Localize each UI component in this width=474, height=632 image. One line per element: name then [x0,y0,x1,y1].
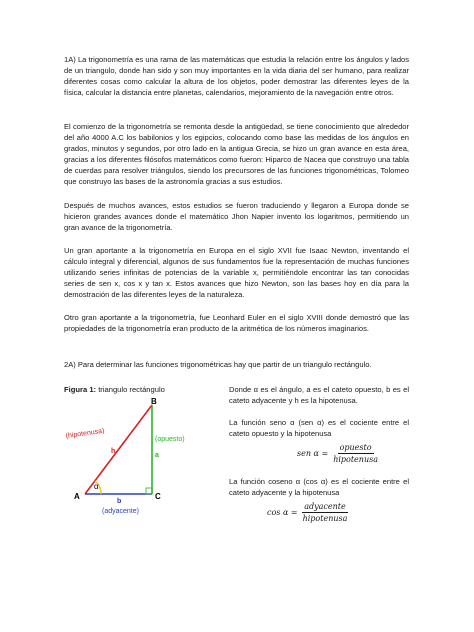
angle-alpha-label: α [94,482,99,491]
sine-lhs: sen α = [297,449,329,458]
right-angle-marker [146,488,152,494]
cosine-denominator: hipotenusa [302,514,348,523]
figure-caption-text: triangulo rectángulo [96,385,165,394]
paragraph-euler: Otro gran aportante a la trigonometría, fue Leonhard Euler en el siglo XVIII donde demostró que las propiedades de la trigonometría eran producto de la aritmética de los números imaginarios. [64,313,409,334]
cosine-lhs: cos α = [267,508,298,517]
cosine-formula [267,502,349,523]
sine-fraction [331,443,380,464]
paragraph-intro: 1A) La trigonometría es una rama de las matemáticas que estudia la relación entre los ángulos y lados de un triangulo, donde han sido y son muy importantes en la vida diaria del ser humano, para realizar diferentes cosas como calcular la altura de los objetos, poder demostrar las diferentes leyes de la física, calcular la distancia entre planetas, calendarios, mejoramiento de la navegación entre otros. [64,55,409,98]
sine-description: La función seno α (sen α) es el cociente entre el cateto opuesto y la hipotenusa [229,418,409,439]
cosine-fraction [301,502,350,523]
section-2-heading: 2A) Para determinar las funciones trigonométricas hay que partir de un triangulo rectángulo. [64,360,372,369]
definition-text: Donde α es el ángulo, a es el cateto opuesto, b es el cateto adyacente y h es la hipotenusa. [229,385,409,406]
side-b-label: b [117,498,122,505]
sine-formula [297,443,380,464]
cosine-description: La función coseno α (cos α) es el cociente entre el cateto adyacente y la hipotenusa [229,477,409,498]
adyacente-label: (adyacente) [102,508,139,515]
hypotenuse-side [85,405,152,494]
hipotenusa-label: (hipotenusa) [65,427,105,440]
paragraph-newton: Un gran aportante a la trigonometría en Europa en el siglo XVII fue Isaac Newton, inventando el cálculo integral y diferencial, algunos de sus fundamentos fue la representación de muchas funciones utilizando series infinitas de potencias de la variable x, permitiéndole encontrar las tan conocidas series de sen x, cos x y tan x. Estos avances que hizo Newton, son las bases hoy en día para la demostración de las diferentes leyes de la naturaleza. [64,246,409,300]
vertex-label-b: B [151,397,157,406]
vertex-label-a: A [74,492,80,501]
figure-label: Figura 1: [64,385,97,394]
right-triangle-figure [60,393,185,518]
cosine-numerator: adyacente [304,502,346,511]
vertex-label-c: C [155,492,161,501]
side-a-label: a [155,452,159,459]
opuesto-label: (opuesto) [155,436,185,443]
side-h-label: h [111,448,116,455]
sine-numerator: opuesto [339,443,372,452]
paragraph-europe: Después de muchos avances, estos estudios se fueron traduciendo y llegaron a Europa donde se hicieron grandes avances donde el matemático Jhon Napier invento los logaritmos, permitiendo un gran avance de la trigonometría. [64,201,409,233]
sine-denominator: hipotenusa [333,455,378,464]
paragraph-history: El comienzo de la trigonometría se remonta desde la antigüedad, se tiene conocimiento que alrededor del año 4000 A.C los babilonios y los egipcios, colocando como base las medidas de los ángulos en grados, minutos y segundos, por otro lado en la antigua Grecia, se hizo un gran avance en esta área, gracias a los diferentes filósofos matemáticos como fueron: Hiparco de Nacea que construyo una tabla de cuerdas para resolver triángulos, siendo los precursores de las funciones trigonométricas, Tolomeo que construyo las bases de la astronomía gracias a sus estudios. [64,122,409,187]
